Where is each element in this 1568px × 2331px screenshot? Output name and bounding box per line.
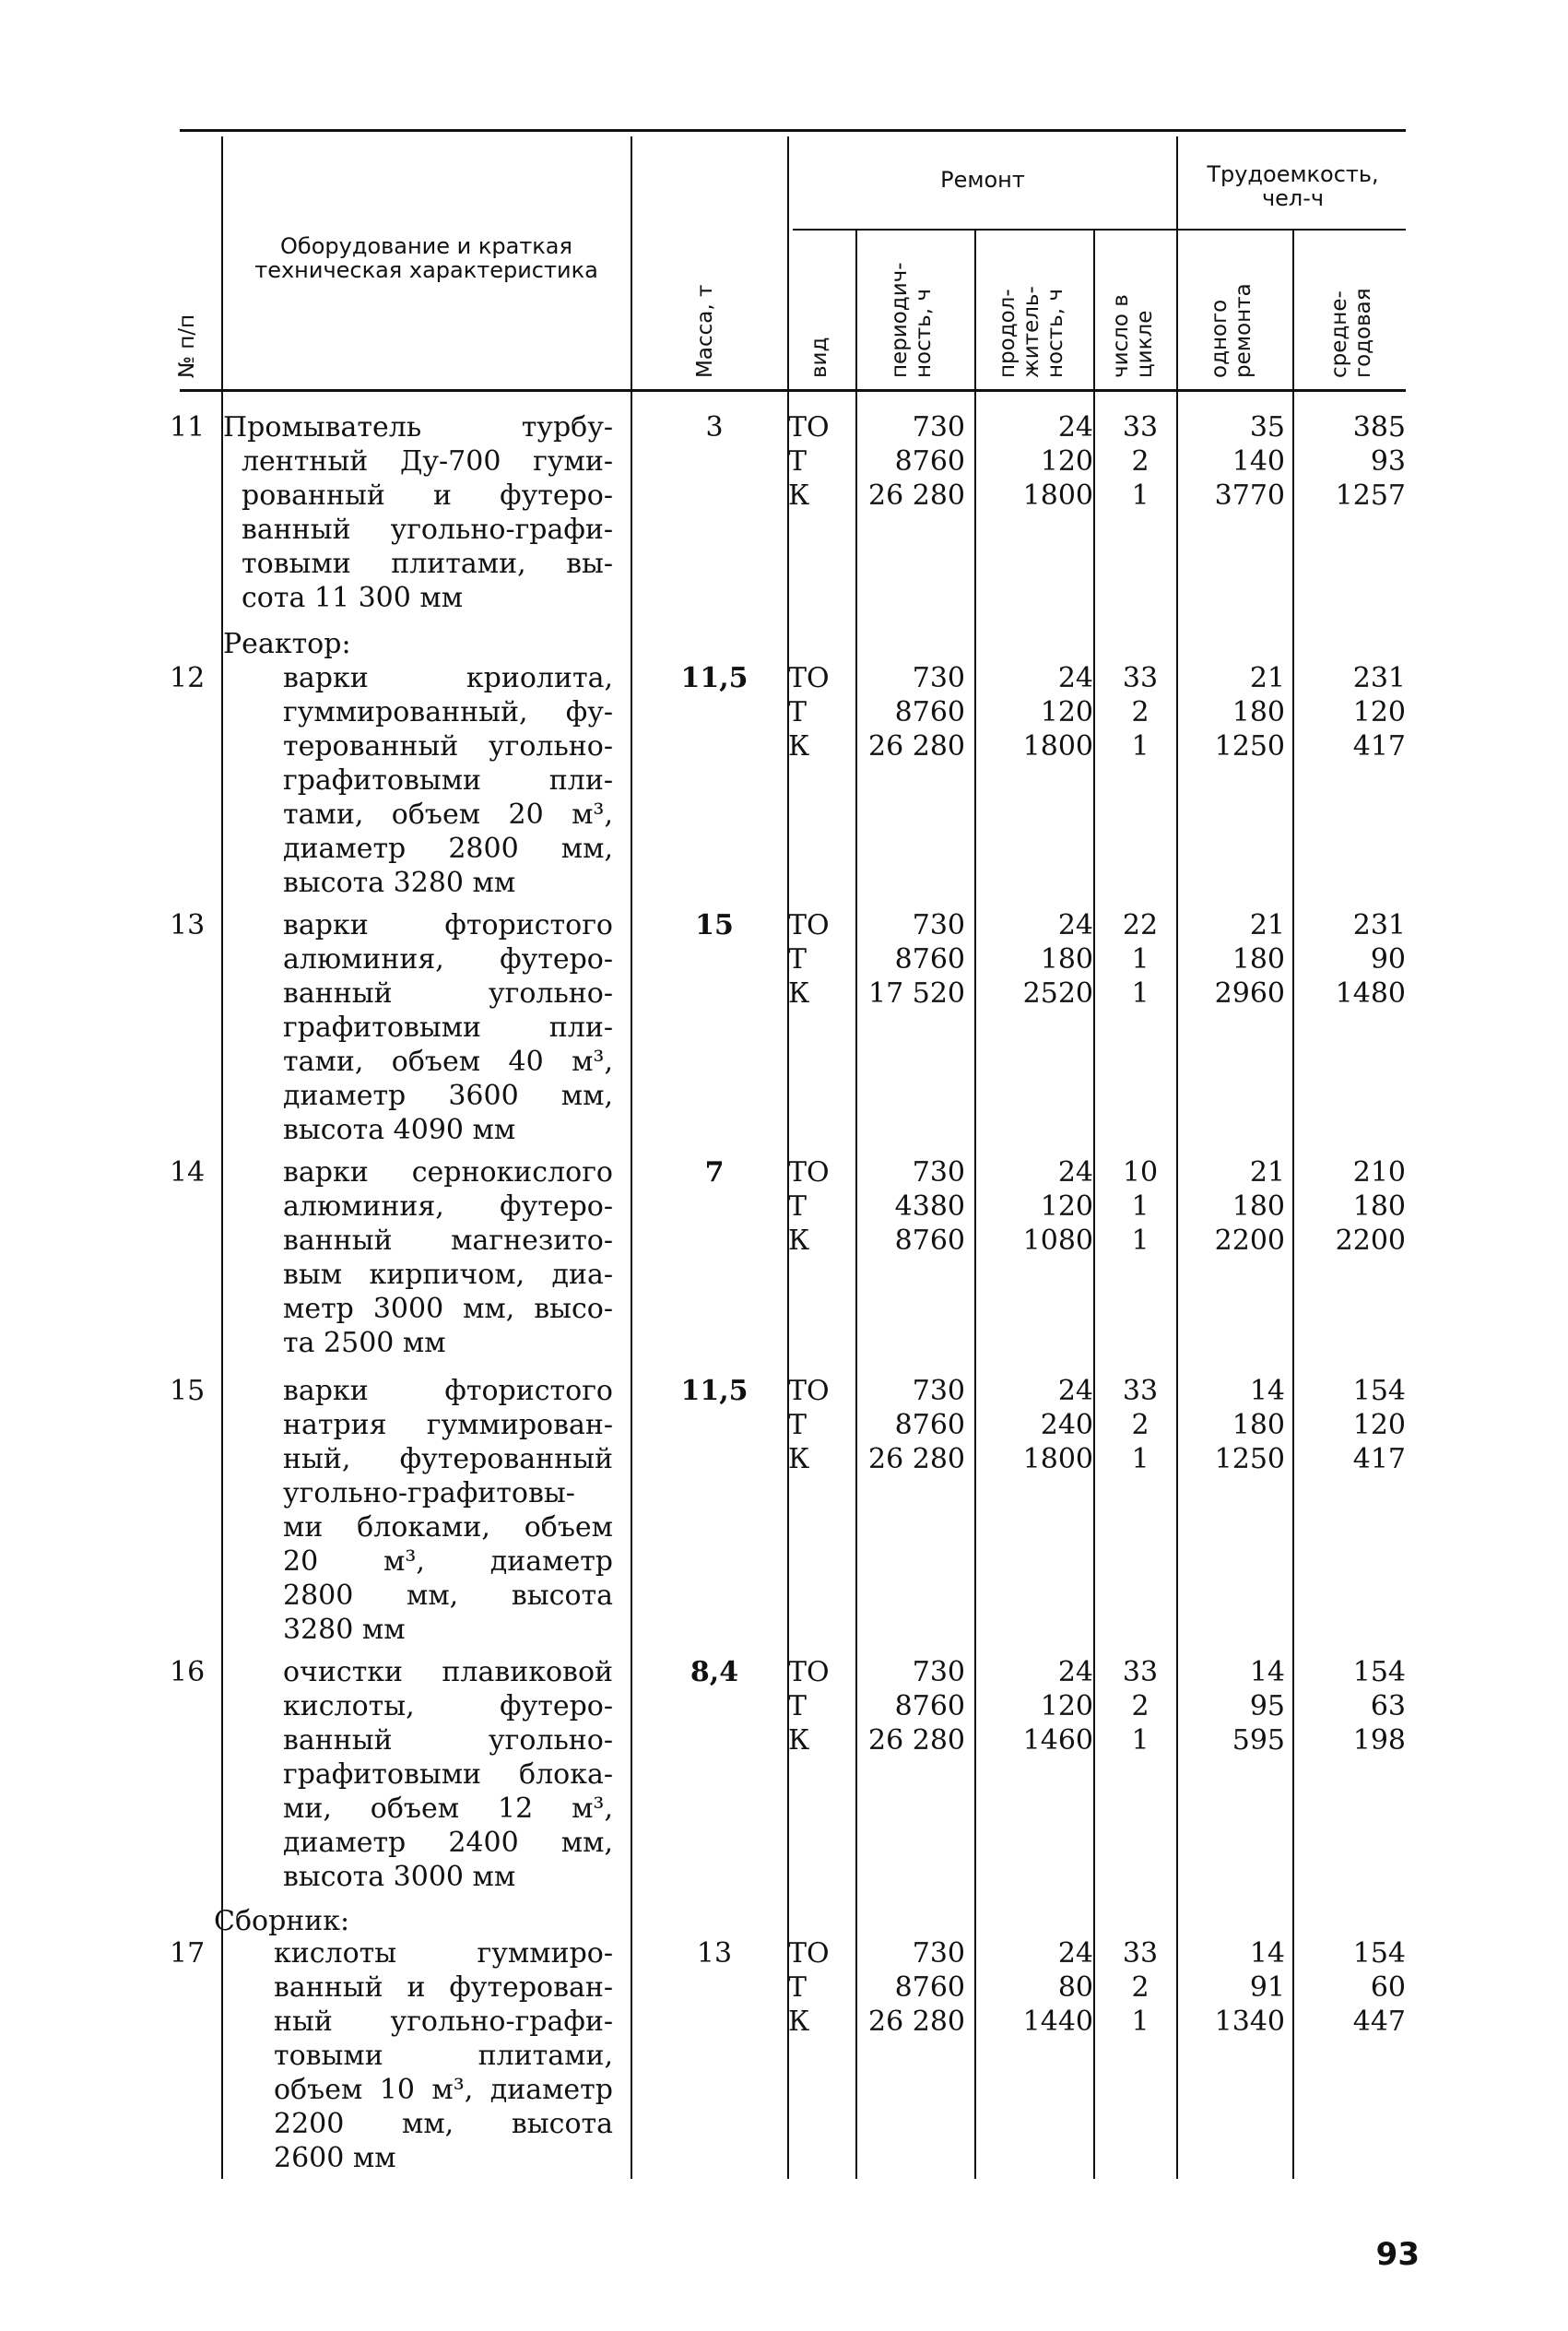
duration-value: 24 80 1440: [1022, 1937, 1093, 2038]
col-rule-equipment: [631, 136, 632, 2179]
periodicity-value: 730 4380 8760: [894, 1156, 965, 1257]
mass-value: 8,4: [690, 1656, 739, 1688]
mass-value: 15: [695, 909, 734, 941]
annual-value: 210 180 2200: [1335, 1156, 1406, 1257]
row-number: 17: [170, 1937, 206, 1970]
mass-value: 11,5: [680, 1375, 749, 1407]
row-number: 13: [170, 909, 206, 941]
mass-value: 3: [705, 411, 724, 444]
one-repair-value: 21 180 1250: [1214, 662, 1285, 763]
header-labor: Трудоемкость, чел-ч: [1207, 161, 1379, 211]
duration-value: 24 120 1460: [1022, 1656, 1093, 1757]
header-duration: продол- житель- ность, ч: [996, 286, 1067, 378]
header-periodicity: периодич- ность, ч: [888, 262, 936, 378]
col-rule-labor: [1292, 231, 1294, 2179]
repair-kind: ТО Т К: [788, 1375, 830, 1475]
periodicity-value: 730 8760 26 280: [868, 1937, 965, 2038]
one-repair-value: 14 95 595: [1232, 1656, 1285, 1757]
row-number: 15: [170, 1375, 206, 1407]
duration-value: 24 240 1800: [1022, 1375, 1093, 1475]
cycle-count-value: 33 2 1: [1122, 1656, 1159, 1757]
one-repair-value: 21 180 2960: [1214, 909, 1285, 1010]
annual-value: 154 63 198: [1352, 1656, 1406, 1757]
row-number: 11: [170, 411, 206, 444]
one-repair-value: 35 140 3770: [1214, 411, 1285, 512]
header-bottom-rule: [180, 389, 1406, 392]
document-page: Оборудование и краткая техническая характеристика Ремонт Трудоемкость, чел-ч № п/п Масса, т вид периодич- ность, ч продол- житель- ность, ч число в цикле одного ремонта средне- годовая Реактор: Сборник: 11 Промыватель турбу- лентный Ду-700 гуми- рованный и футеро- ванный угольно-графи- товыми плитами, вы- сота 11 300 мм 3 ТО Т К 730 8760 26 280 24 120 1800 33 2 1 35 140 3770 385 93 1257 12 варки криолита, гуммированный, фу- терованный угольно- графитовыми пли- тами, объем 20 м³, диаметр 2800 мм, высота 3280 мм 11,5 ТО Т К 730 8760 26 280 24 120 1800 33 2 1 21 180 1250 231 120 417 13 варки фтористого алюминия, футеро- ванный угольно- графитовыми пли- тами, объем 40 м³, диаметр 3600 мм, высота 4090 мм 15 ТО Т К 730 8760 17 520 24 180 2520 22 1 1 21 180 2960 231 90 1480 14 варки сернокислого алюминия, футеро- ванный магнезито- вым кирпичом, диа- метр 3000 мм, высо- та 2500 мм 7 ТО Т К 730 4380 8760 24 120 1080 10 1 1 21 180 2200 210 180 2200 15 варки фтористого натрия гуммирован- ный, футерованный угольно-графитовы- ми блоками, объем 20 м³, диаметр 2800 мм, высота 3280 мм 11,5 ТО Т К 730 8760 26 280 24 240 1800 33 2 1 14 180 1250 154 120 417 16 очистки плавиковой кислоты, футеро- ванный угольно- графитовыми блока- ми, объем 12 м³, диаметр 2400 мм, высота 3000 мм 8,4 ТО Т К 730 8760 26 280 24 120 1460 33 2 1 14 95 595 154 63 198 17 кислоты гуммиро- ванный и футерован- ный угольно-графи- товыми плитами, объем 10 м³, диаметр 2200 мм, высота 2600 мм 13 ТО Т К 730 8760 26 280 24 80 1440 33 2 1 14 91 1340 154 60 447 93: [0, 0, 1568, 2331]
row-number: 16: [170, 1656, 206, 1688]
one-repair-value: 14 91 1340: [1214, 1937, 1285, 2038]
duration-value: 24 120 1080: [1022, 1156, 1093, 1257]
table-top-rule: [180, 129, 1406, 132]
repair-kind: ТО Т К: [788, 1656, 830, 1757]
cycle-count-value: 33 2 1: [1122, 1375, 1159, 1475]
cycle-count-value: 33 2 1: [1122, 662, 1159, 763]
header-one-repair: одного ремонта: [1208, 283, 1256, 378]
cycle-count-value: 33 2 1: [1122, 1937, 1159, 2038]
periodicity-value: 730 8760 26 280: [868, 1656, 965, 1757]
mass-value: 7: [704, 1156, 725, 1189]
row-number: 12: [170, 662, 206, 694]
col-rule-periodicity: [974, 231, 976, 2179]
periodicity-value: 730 8760 17 520: [868, 909, 965, 1010]
mass-value: 13: [696, 1937, 733, 1970]
repair-kind: ТО Т К: [788, 1156, 830, 1257]
cycle-count-value: 33 2 1: [1122, 411, 1159, 512]
header-kind: вид: [808, 337, 831, 378]
col-rule-duration: [1093, 231, 1095, 2179]
repair-kind: ТО Т К: [788, 1937, 830, 2038]
header-annual: средне- годовая: [1327, 288, 1375, 378]
header-repair: Ремонт: [940, 167, 1025, 193]
duration-value: 24 120 1800: [1022, 662, 1093, 763]
header-equipment: Оборудование и краткая техническая характеристика: [254, 233, 598, 283]
annual-value: 154 60 447: [1352, 1937, 1406, 2038]
mass-value: 11,5: [680, 662, 749, 694]
annual-value: 154 120 417: [1352, 1375, 1406, 1475]
repair-kind: ТО Т К: [788, 411, 830, 512]
header-sub-rule: [793, 229, 1406, 231]
group-label-reactor: Реактор:: [223, 628, 351, 660]
group-label-collector: Сборник:: [214, 1905, 350, 1937]
duration-value: 24 120 1800: [1022, 411, 1093, 512]
header-cycle-count: число в цикле: [1109, 294, 1157, 378]
one-repair-value: 21 180 2200: [1214, 1156, 1285, 1257]
repair-kind: ТО Т К: [788, 662, 830, 763]
periodicity-value: 730 8760 26 280: [868, 1375, 965, 1475]
row-number: 14: [170, 1156, 206, 1189]
annual-value: 231 90 1480: [1335, 909, 1406, 1010]
duration-value: 24 180 2520: [1022, 909, 1093, 1010]
cycle-count-value: 22 1 1: [1122, 909, 1159, 1010]
cycle-count-value: 10 1 1: [1122, 1156, 1159, 1257]
periodicity-value: 730 8760 26 280: [868, 662, 965, 763]
col-rule-kind: [855, 231, 857, 2179]
annual-value: 385 93 1257: [1335, 411, 1406, 512]
annual-value: 231 120 417: [1352, 662, 1406, 763]
one-repair-value: 14 180 1250: [1214, 1375, 1285, 1475]
header-num: № п/п: [175, 314, 199, 378]
repair-kind: ТО Т К: [788, 909, 830, 1010]
header-mass: Масса, т: [693, 284, 717, 378]
page-number: 93: [1375, 2236, 1420, 2273]
periodicity-value: 730 8760 26 280: [868, 411, 965, 512]
